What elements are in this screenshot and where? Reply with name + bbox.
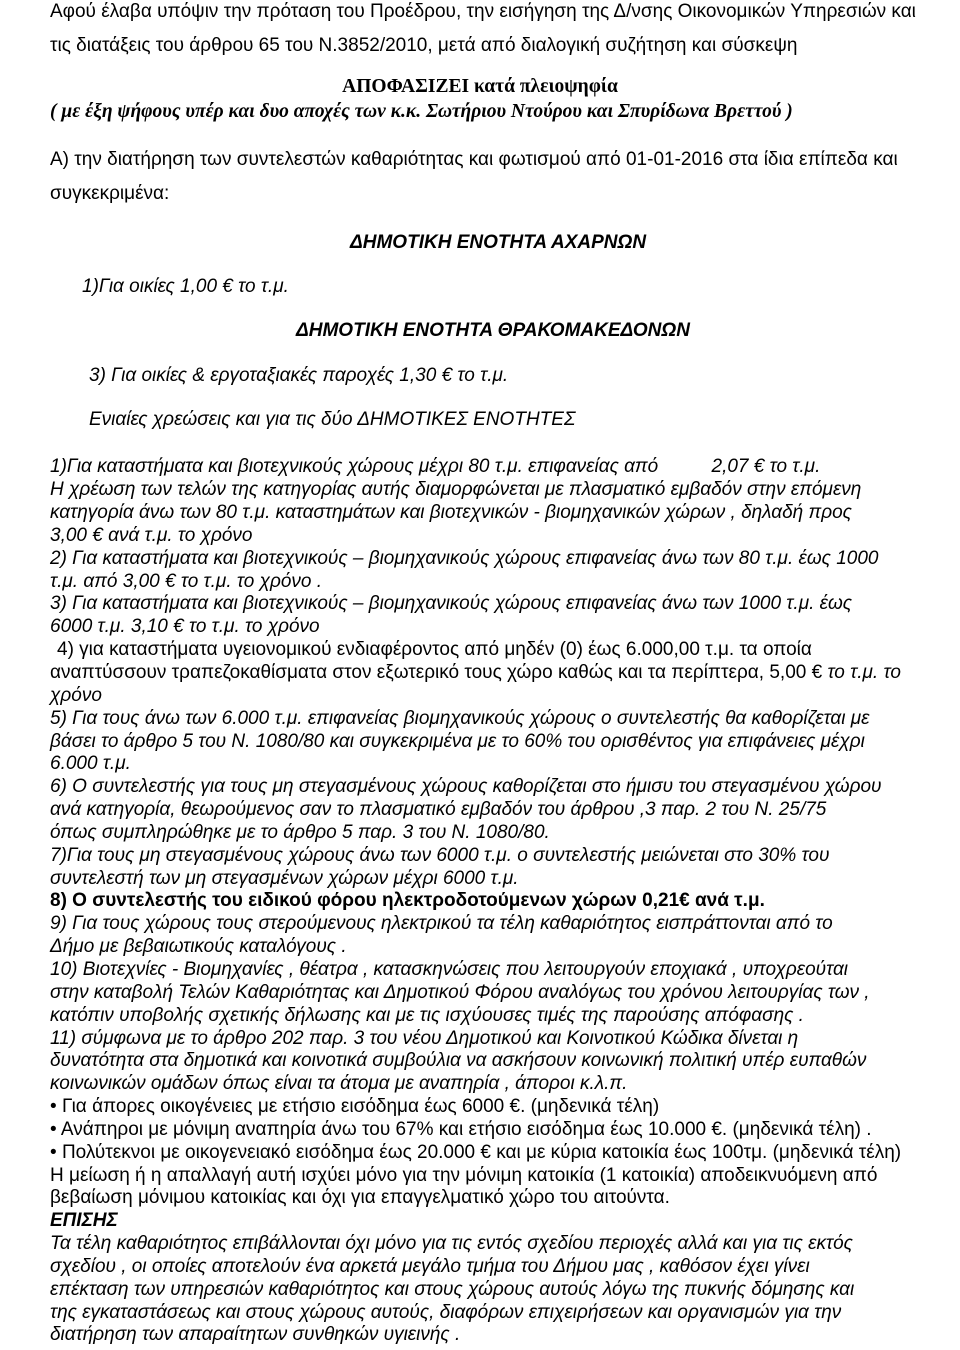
decision-heading xyxy=(0,76,960,99)
rule-2-line: τ.μ. από 3,00 € το τ.μ. το χρόνο . xyxy=(50,570,323,592)
bullet-marker: • xyxy=(50,1096,57,1118)
rule-6-line: ανά κατηγορία, θεωρούμενος σαν το πλασματικό εμβαδόν του άρθρου ,3 παρ. 2 του Ν. 25/75 xyxy=(50,799,827,821)
clause-a-line: συγκεκριμένα: xyxy=(50,182,170,204)
unit-rate-acharnes: 1)Για οικίες 1,00 € το τ.μ. xyxy=(82,276,289,298)
rule-6-line: όπως συμπληρώθηκε με το άρθρο 5 παρ. 3 του Ν. 1080/80. xyxy=(50,821,550,843)
rule-4-text: αναπτύσσουν τραπεζοκαθίσματα στον εξωτερικό τους χώρο καθώς και τα περίπτερα, 5,00 € xyxy=(50,662,823,684)
rule-5-line: βάσει το άρθρο 5 του Ν. 1080/80 και συγκεκριμένα με το 60% του ορισθέντος για επιφάνειες μέχρι xyxy=(50,730,865,752)
rule-3-line: 6000 τ.μ. 3,10 € το τ.μ. το χρόνο xyxy=(50,616,320,638)
rule-4-line: 4) για καταστήματα υγειονομικού ενδιαφέροντος από μηδέν (0) έως 6.000,00 τ.μ. τα οποία xyxy=(57,639,812,661)
rule-3-line: 3) Για καταστήματα και βιοτεχνικούς – βιομηχανικούς χώρους επιφανείας άνω των 1000 τ.μ. έως xyxy=(50,593,853,615)
rule-1-text: 1)Για καταστήματα και βιοτεχνικούς χώρους μέχρι 80 τ.μ. επιφανείας από xyxy=(50,456,659,478)
bullet-marker: • xyxy=(50,1141,57,1163)
preamble-line: τις διατάξεις του άρθρου 65 του Ν.3852/2010, μετά από διαλογική συζήτηση και σύσκεψη xyxy=(50,34,798,56)
also-line: διατήρηση των απαραίτητων συνθηκών υγιεινής . xyxy=(50,1324,461,1346)
bullet-marker: • xyxy=(50,1118,57,1140)
unit-rate-thrakomakedones: 3) Για οικίες & εργοταξιακές παροχές 1,30 € το τ.μ. xyxy=(89,365,509,387)
rule-11-line: κοινωνικών ομάδων όπως είναι τα άτομα με αναπηρία , άποροι κ.λ.π. xyxy=(50,1073,628,1095)
rule-4-line xyxy=(0,662,960,685)
rule-7-line: συντελεστή των μη στεγασμένων χώρων μέχρι 6000 τ.μ. xyxy=(50,867,519,889)
rule-10-line: στην καταβολή Τελών Καθαριότητας και Δημοτικού Φόρου αναλόγως του χρόνου λειτουργίας των , xyxy=(50,981,870,1003)
rule-1-note-line: 3,00 € ανά τ.μ. το χρόνο xyxy=(50,524,253,546)
rule-4-unit: το τ.μ. το xyxy=(827,662,901,684)
rule-10-line: 10) Βιοτεχνίες - Βιομηχανίες , θέατρα , κατασκηνώσεις που λειτουργούν εποχιακά , υποχρεούται xyxy=(50,958,848,980)
rule-8-line: 8) Ο συντελεστής του ειδικού φόρου ηλεκτροδοτούμενων χώρων 0,21€ ανά τ.μ. xyxy=(50,890,765,912)
rule-1-line xyxy=(0,456,960,479)
rule-4-line: χρόνο xyxy=(50,684,102,706)
also-line: Τα τέλη καθαριότητος επιβάλλονται όχι μόνο για τις εντός σχεδίου περιοχές αλλά και για τις εκτός xyxy=(50,1233,853,1255)
bullet-text: Πολύτεκνοι με οικογενειακό εισόδημα έως 20.000 € και με κύρια κατοικία έως 100τμ. (μηδενικά τέλη) xyxy=(61,1141,902,1163)
rule-9-line: Δήμο με βεβαιωτικούς καταλόγους . xyxy=(50,936,347,958)
exemption-note-line: βεβαίωση μόνιμου κατοικίας και όχι για επαγγελματικό χώρο του αιτούντα. xyxy=(50,1187,670,1209)
rule-10-line: κατόπιν υποβολής σχετικής δήλωσης και με τις ισχύουσες τιμές της παρούσης απόφασης . xyxy=(50,1004,804,1026)
rule-11-line: 11) σύμφωνα με το άρθρο 202 παρ. 3 του νέου Δημοτικού και Κοινοτικού Κώδικα δίνεται η xyxy=(50,1027,799,1049)
common-charges-heading: Ενιαίες χρεώσεις και για τις δύο ΔΗΜΟΤΙΚΕΣ ΕΝΟΤΗΤΕΣ xyxy=(89,409,576,431)
clause-a-line: Α) την διατήρηση των συντελεστών καθαριότητας και φωτισμού από 01-01-2016 στα ίδια επίπεδα και xyxy=(50,148,898,170)
also-heading: ΕΠΙΣΗΣ xyxy=(50,1210,118,1232)
rule-1-note-line: κατηγορία άνω των 80 τ.μ. καταστημάτων και βιοτεχνικών - βιομηχανικών χώρων , δηλαδή προς xyxy=(50,502,852,524)
unit-heading-thrakomakedones: ΔΗΜΟΤΙΚΗ ΕΝΟΤΗΤΑ ΘΡΑΚΟΜΑΚΕΔΟΝΩΝ xyxy=(296,320,690,342)
decision-votes: ( με έξη ψήφους υπέρ και δυο αποχές των κ.κ. Σωτήριου Ντούρου και Σπυρίδωνα Βρεττού ) xyxy=(50,100,793,122)
rule-2-line: 2) Για καταστήματα και βιοτεχνικούς – βιομηχανικούς χώρους επιφανείας άνω των 80 τ.μ. έως 1000 xyxy=(50,547,879,569)
decision-verb: ΑΠΟΦΑΣΙΖΕΙ xyxy=(342,75,470,97)
rule-6-line: 6) Ο συντελεστής για τους μη στεγασμένους χώρους καθορίζεται στο ήμισυ του στεγασμένου χώρου xyxy=(50,776,882,798)
rule-5-line: 5) Για τους άνω των 6.000 τ.μ. επιφανείας βιομηχανικούς χώρους ο συντελεστής θα καθορίζεται με xyxy=(50,707,870,729)
exemption-note-line: Η μείωση ή η απαλλαγή αυτή ισχύει μόνο για την μόνιμη κατοικία (1 κατοικία) αποδεικνυόμενη από xyxy=(50,1164,878,1186)
rule-1-note-line: Η χρέωση των τελών της κατηγορίας αυτής διαμορφώνεται με πλασματικό εμβαδόν στην επόμενη xyxy=(50,479,862,501)
also-line: της εγκαταστάσεως και στους χώρους αυτούς, διαφόρων επιχειρήσεων και οργανισμών για την xyxy=(50,1301,842,1323)
bullet-text: Ανάπηροι με μόνιμη αναπηρία άνω του 67% και ετήσιο εισόδημα έως 10.000 €. (μηδενικά τέλη) . xyxy=(60,1118,872,1140)
unit-heading-acharnes: ΔΗΜΟΤΙΚΗ ΕΝΟΤΗΤΑ ΑΧΑΡΝΩΝ xyxy=(350,231,647,253)
rule-11-line: δυνατότητα στα δημοτικά και κοινοτικά συμβούλια να ασκήσουν κοινωνική πολιτική υπέρ ευπαθών xyxy=(50,1050,867,1072)
rule-5-line: 6.000 τ.μ. xyxy=(50,753,131,775)
rule-9-line: 9) Για τους χώρους τους στερούμενους ηλεκτρικού τα τέλη καθαριότητος εισπράττονται από το xyxy=(50,913,833,935)
bullet-text: Για άπορες οικογένειες με ετήσιο εισόδημα έως 6000 €. (μηδενικά τέλη) xyxy=(61,1096,660,1118)
also-line: σχεδίου , οι οποίες αποτελούν ένα αρκετά μεγάλο τμήμα του Δήμου μας , καθόσον έχει γίνει xyxy=(50,1255,810,1277)
bullet-item xyxy=(0,1119,960,1142)
bullet-item xyxy=(0,1142,960,1165)
decision-majority: κατά πλειοψηφία xyxy=(473,75,618,97)
bullet-item xyxy=(0,1096,960,1119)
rule-7-line: 7)Για τους μη στεγασμένους χώρους άνω των 6000 τ.μ. ο συντελεστής μειώνεται στο 30% του xyxy=(50,844,830,866)
also-line: επέκταση των υπηρεσιών καθαριότητος και στους χώρους αυτούς λόγω της πυκνής δόμησης και xyxy=(50,1278,855,1300)
rule-1-rate: 2,07 € το τ.μ. xyxy=(711,456,821,478)
preamble-line: Αφού έλαβα υπόψιν την πρόταση του Προέδρου, την εισήγηση της Δ/νσης Οικονομικών Υπηρεσιών και xyxy=(50,0,916,22)
